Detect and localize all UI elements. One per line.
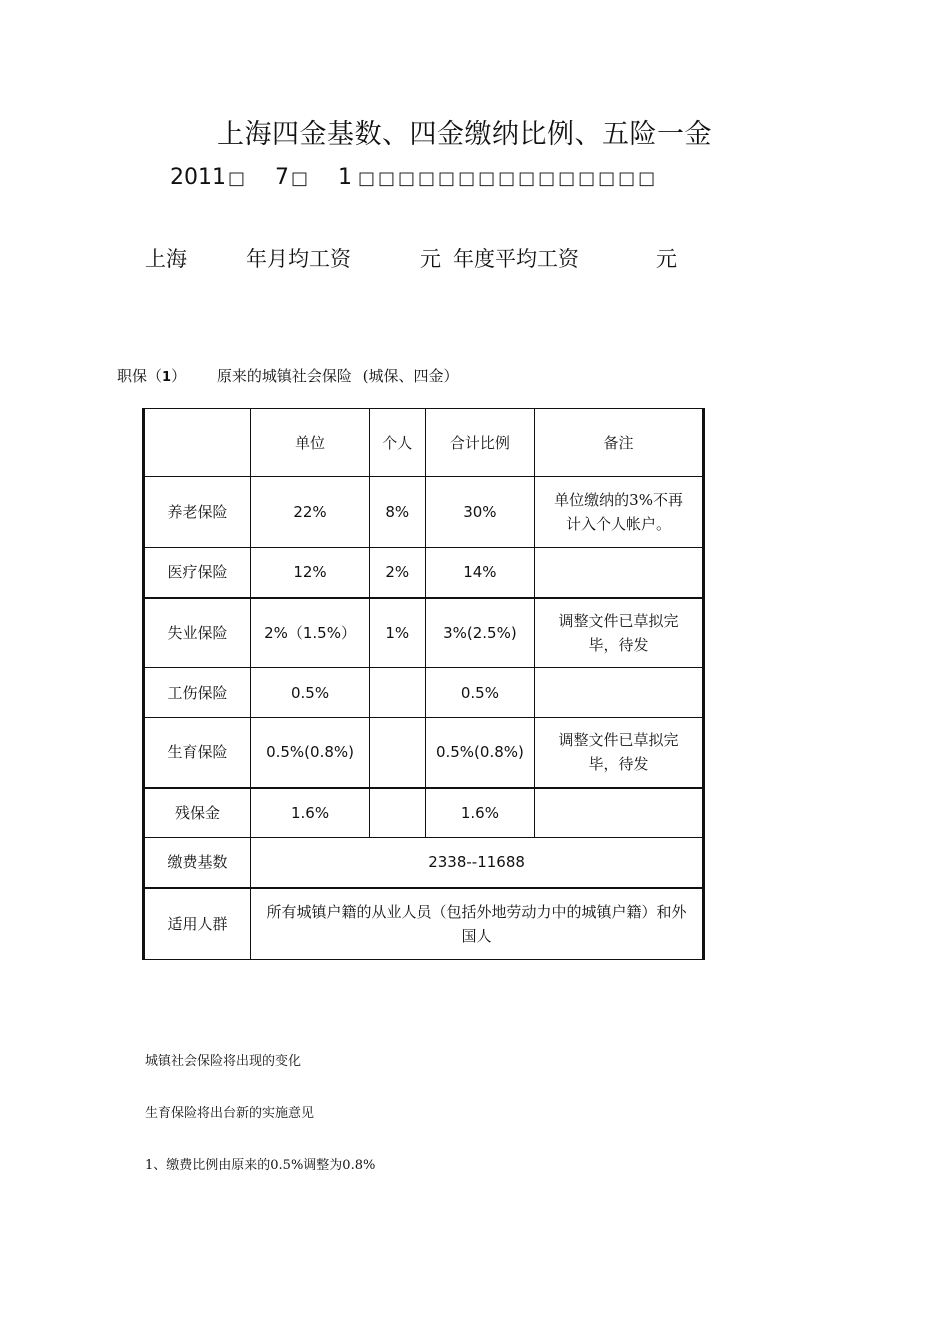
header-cell: 单位 xyxy=(251,409,370,477)
row-note: 调整文件已草拟完毕，待发 xyxy=(535,718,704,788)
base-value: 2338--11688 xyxy=(251,838,704,888)
subtitle-glyph: □ xyxy=(291,168,312,189)
page-title: 上海四金基数、四金缴纳比例、五险一金 xyxy=(217,119,712,150)
subtitle-glyph-run: □□□□□□□□□□□□□□□ xyxy=(358,168,659,189)
applicable-value: 所有城镇户籍的从业人员（包括外地劳动力中的城镇户籍）和外国人 xyxy=(251,888,704,960)
note-line: 1、缴费比例由原来的0.5%调整为0.8% xyxy=(145,1158,376,1173)
row-total: 3%(2.5%) xyxy=(425,598,534,668)
row-total: 14% xyxy=(425,548,534,598)
header-cell: 备注 xyxy=(535,409,704,477)
avg-unit-2: 元 xyxy=(656,247,677,271)
table-row xyxy=(144,718,704,788)
table-row xyxy=(144,668,704,718)
row-name: 残保金 xyxy=(144,788,251,838)
row-note xyxy=(535,668,704,718)
row-unit: 1.6% xyxy=(251,788,370,838)
avg-city: 上海 xyxy=(145,247,187,271)
row-personal xyxy=(369,788,425,838)
table-row xyxy=(144,598,704,668)
row-unit: 12% xyxy=(251,548,370,598)
base-label: 缴费基数 xyxy=(144,838,251,888)
row-note xyxy=(535,788,704,838)
row-name: 养老保险 xyxy=(144,477,251,548)
table-row-base xyxy=(144,838,704,888)
row-unit: 2%（1.5%） xyxy=(251,598,370,668)
section-heading xyxy=(117,365,459,386)
subtitle-glyph: □ xyxy=(228,168,249,189)
row-name: 医疗保险 xyxy=(144,548,251,598)
table-row xyxy=(144,788,704,838)
header-cell xyxy=(144,409,251,477)
effective-date-line xyxy=(170,165,658,190)
table-row xyxy=(144,548,704,598)
header-cell: 合计比例 xyxy=(425,409,534,477)
row-note xyxy=(535,548,704,598)
subtitle-day: 1 xyxy=(338,165,353,190)
table-header-row xyxy=(144,409,704,477)
section-prefix: 职保（ xyxy=(117,367,163,385)
subtitle-month: 7 xyxy=(275,165,290,190)
row-personal: 8% xyxy=(369,477,425,548)
subtitle-year: 2011 xyxy=(170,165,226,190)
row-unit: 0.5% xyxy=(251,668,370,718)
section-suffix: ） xyxy=(171,367,187,385)
row-personal xyxy=(369,718,425,788)
row-name: 工伤保险 xyxy=(144,668,251,718)
avg-monthly-label: 年月均工资 xyxy=(246,247,351,271)
row-personal: 2% xyxy=(369,548,425,598)
row-note: 调整文件已草拟完毕，待发 xyxy=(535,598,704,668)
section-desc: 原来的城镇社会保险 xyxy=(216,367,352,385)
table-row-applicable xyxy=(144,888,704,960)
row-total: 0.5% xyxy=(425,668,534,718)
row-personal: 1% xyxy=(369,598,425,668)
avg-unit-1: 元 xyxy=(420,247,441,271)
note-line: 城镇社会保险将出现的变化 xyxy=(145,1054,302,1069)
row-note: 单位缴纳的3%不再计入个人帐户。 xyxy=(535,477,704,548)
row-unit: 22% xyxy=(251,477,370,548)
header-cell: 个人 xyxy=(369,409,425,477)
row-name: 生育保险 xyxy=(144,718,251,788)
row-name: 失业保险 xyxy=(144,598,251,668)
avg-annual-label: 年度平均工资 xyxy=(453,247,579,271)
applicable-label: 适用人群 xyxy=(144,888,251,960)
row-personal xyxy=(369,668,425,718)
insurance-rate-table xyxy=(142,408,705,960)
row-total: 1.6% xyxy=(425,788,534,838)
table-row xyxy=(144,477,704,548)
note-line: 生育保险将出台新的实施意见 xyxy=(145,1106,315,1121)
section-number: 1 xyxy=(162,370,172,385)
average-wage-line xyxy=(145,243,705,273)
row-total: 0.5%(0.8%) xyxy=(425,718,534,788)
row-total: 30% xyxy=(425,477,534,548)
section-paren: (城保、四金） xyxy=(362,367,459,385)
row-unit: 0.5%(0.8%) xyxy=(251,718,370,788)
